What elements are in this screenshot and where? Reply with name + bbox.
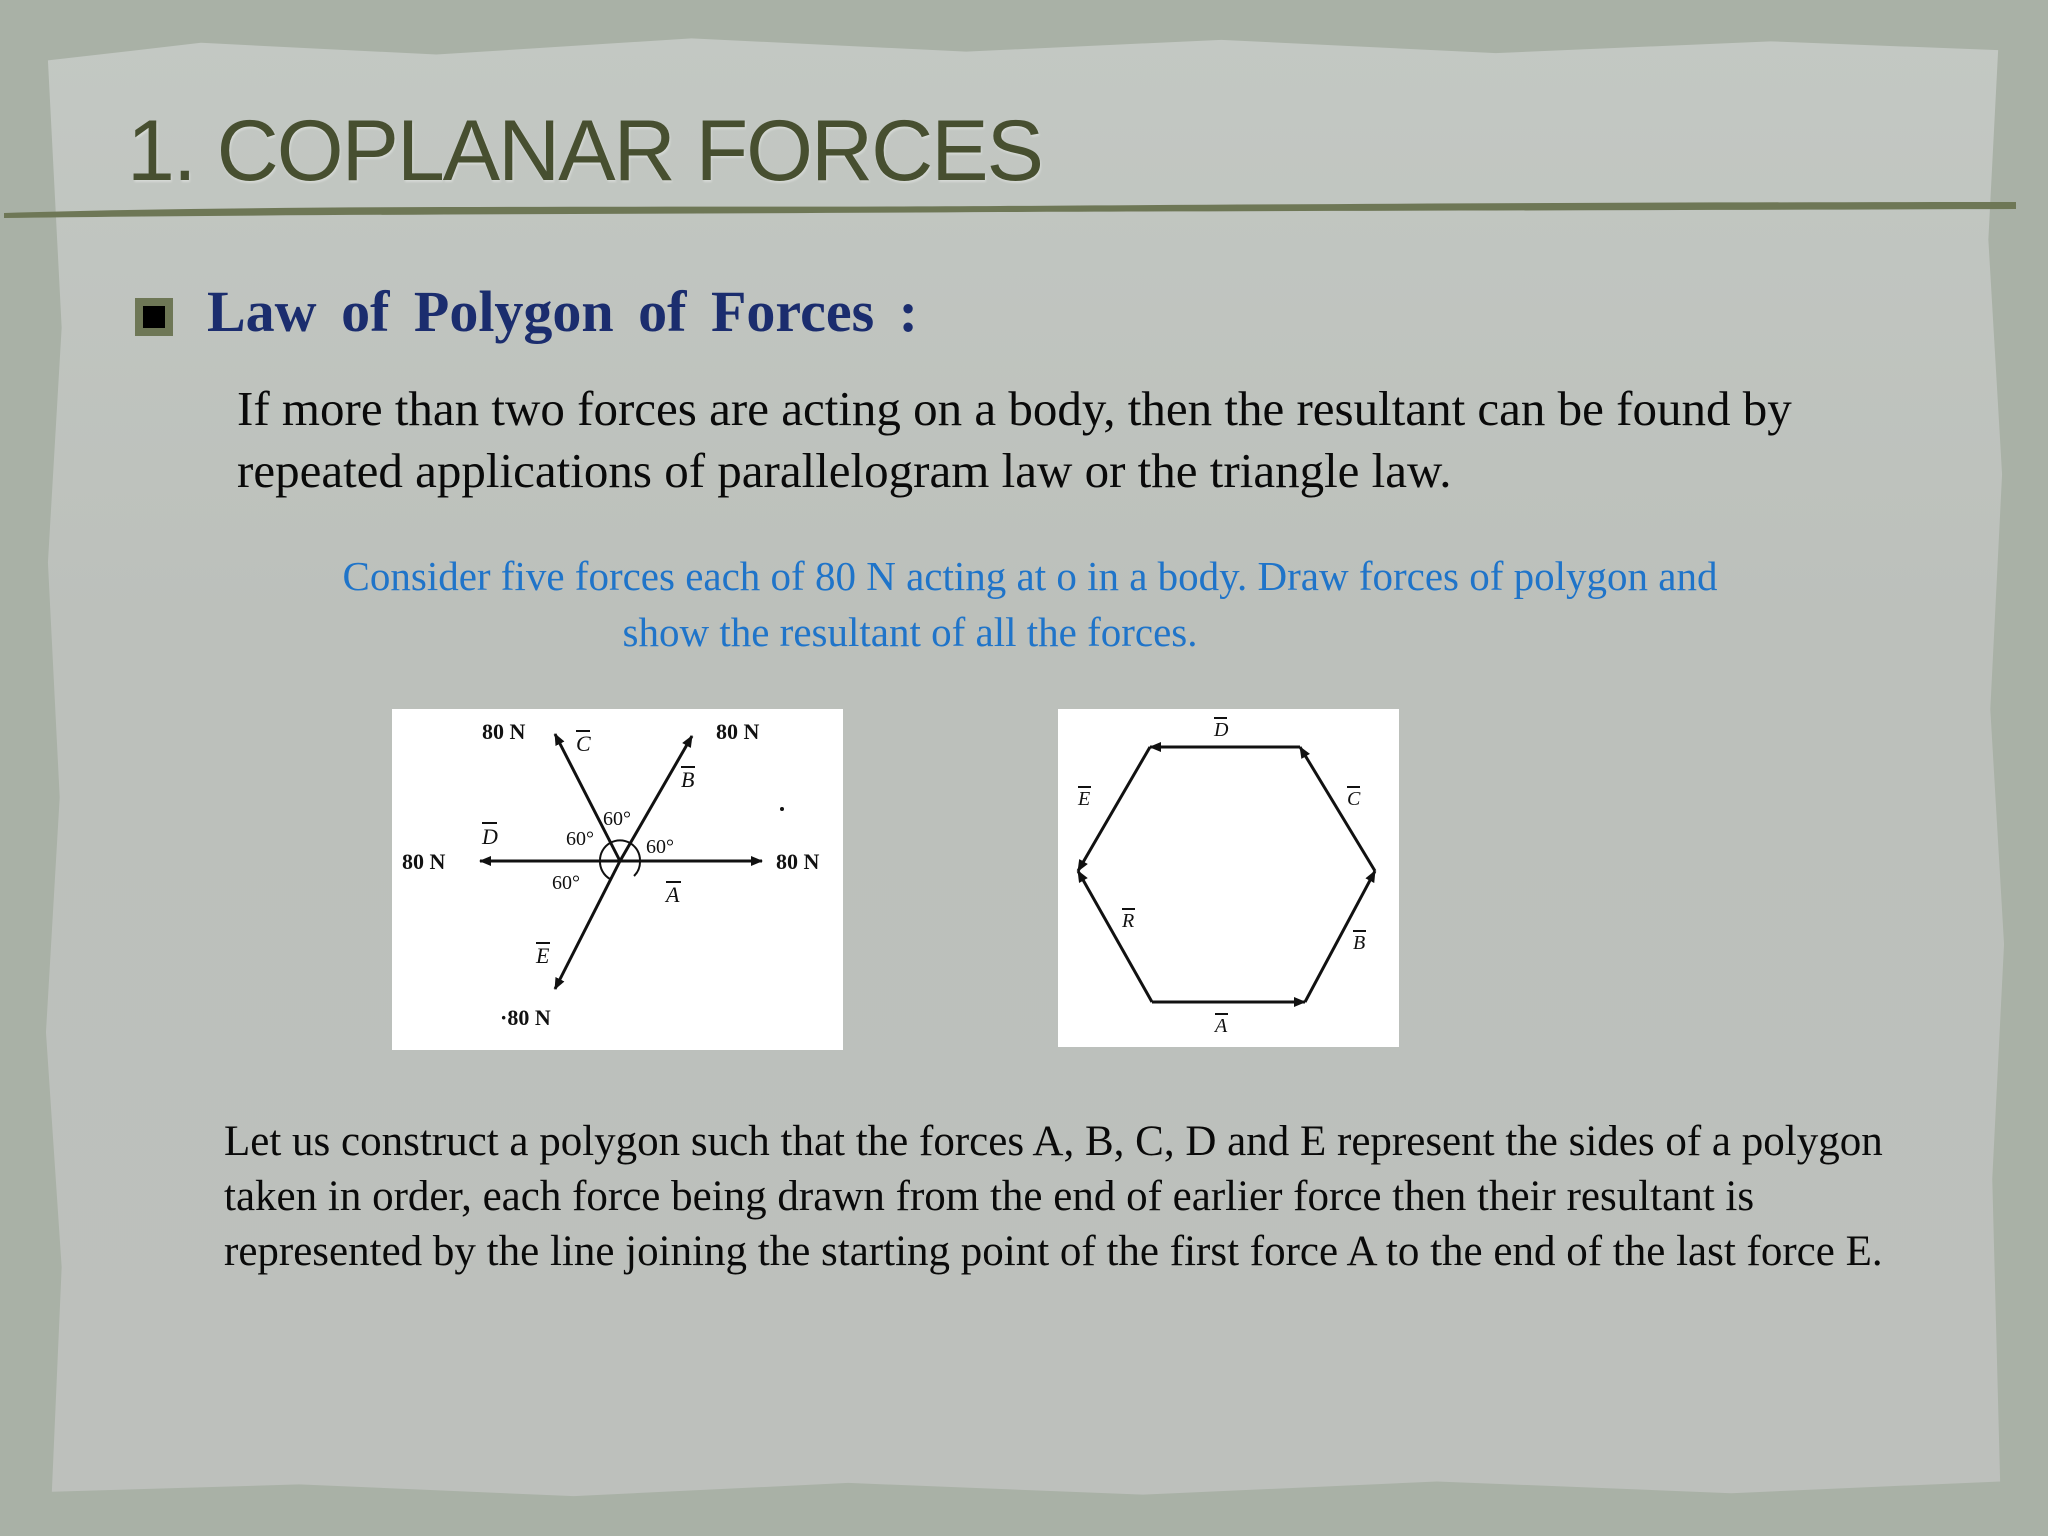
polygon-label-a: A	[1215, 1015, 1228, 1037]
angle-label-3: 60°	[646, 836, 674, 858]
angle-label-1: 60°	[566, 828, 594, 850]
polygon-of-forces-diagram	[1058, 709, 1399, 1047]
angle-label-4: 60°	[552, 872, 580, 894]
polygon-label-b: B	[1353, 932, 1366, 954]
construction-paragraph: Let us construct a polygon such that the forces A, B, C, D and E represent the sides of a polygon taken in order, each force being drawn from the end of earlier force then their resultant is represented by the line joining the starting point of the first force A to the end of the last force E.	[224, 1118, 1883, 1275]
force-label-top-right: 80 N	[716, 719, 760, 744]
polygon-side-c	[1300, 747, 1375, 871]
force-label-left: 80 N	[402, 849, 446, 874]
vector-label-b: B	[681, 767, 695, 792]
question-line-2: show the resultant of all the forces.	[622, 609, 1198, 655]
polygon-label-r: R	[1122, 910, 1135, 932]
example-question	[260, 548, 1800, 660]
bullet-square-icon	[135, 298, 173, 336]
vector-label-a: A	[666, 882, 680, 907]
polygon-label-e: E	[1078, 788, 1091, 810]
slide-paper-background	[44, 34, 2006, 1502]
vector-label-d: D	[482, 824, 498, 849]
polygon-label-d: D	[1214, 719, 1229, 741]
force-label-right: 80 N	[776, 849, 820, 874]
angle-arc-lower	[600, 861, 610, 879]
polygon-label-c: C	[1347, 788, 1361, 810]
force-label-bottom: ·80 N	[500, 1005, 551, 1030]
angle-label-2: 60°	[603, 808, 631, 830]
vector-label-e: E	[536, 943, 550, 968]
concurrent-forces-diagram	[392, 709, 843, 1050]
stray-dot	[780, 807, 784, 811]
section-heading: Law of Polygon of Forces :	[207, 279, 918, 344]
slide-title: 1. COPLANAR FORCES	[127, 103, 1042, 199]
vector-label-c: C	[576, 731, 591, 756]
title-underline	[0, 196, 2048, 220]
intro-paragraph: If more than two forces are acting on a body, then the resultant can be found by repeated applications of parallelogram law or the triangle law.	[237, 381, 1792, 498]
question-line-1: Consider five forces each of 80 N acting at o in a body. Draw forces of polygon and	[342, 553, 1718, 599]
polygon-side-r	[1078, 871, 1152, 1002]
force-label-top-left: 80 N	[482, 719, 526, 744]
